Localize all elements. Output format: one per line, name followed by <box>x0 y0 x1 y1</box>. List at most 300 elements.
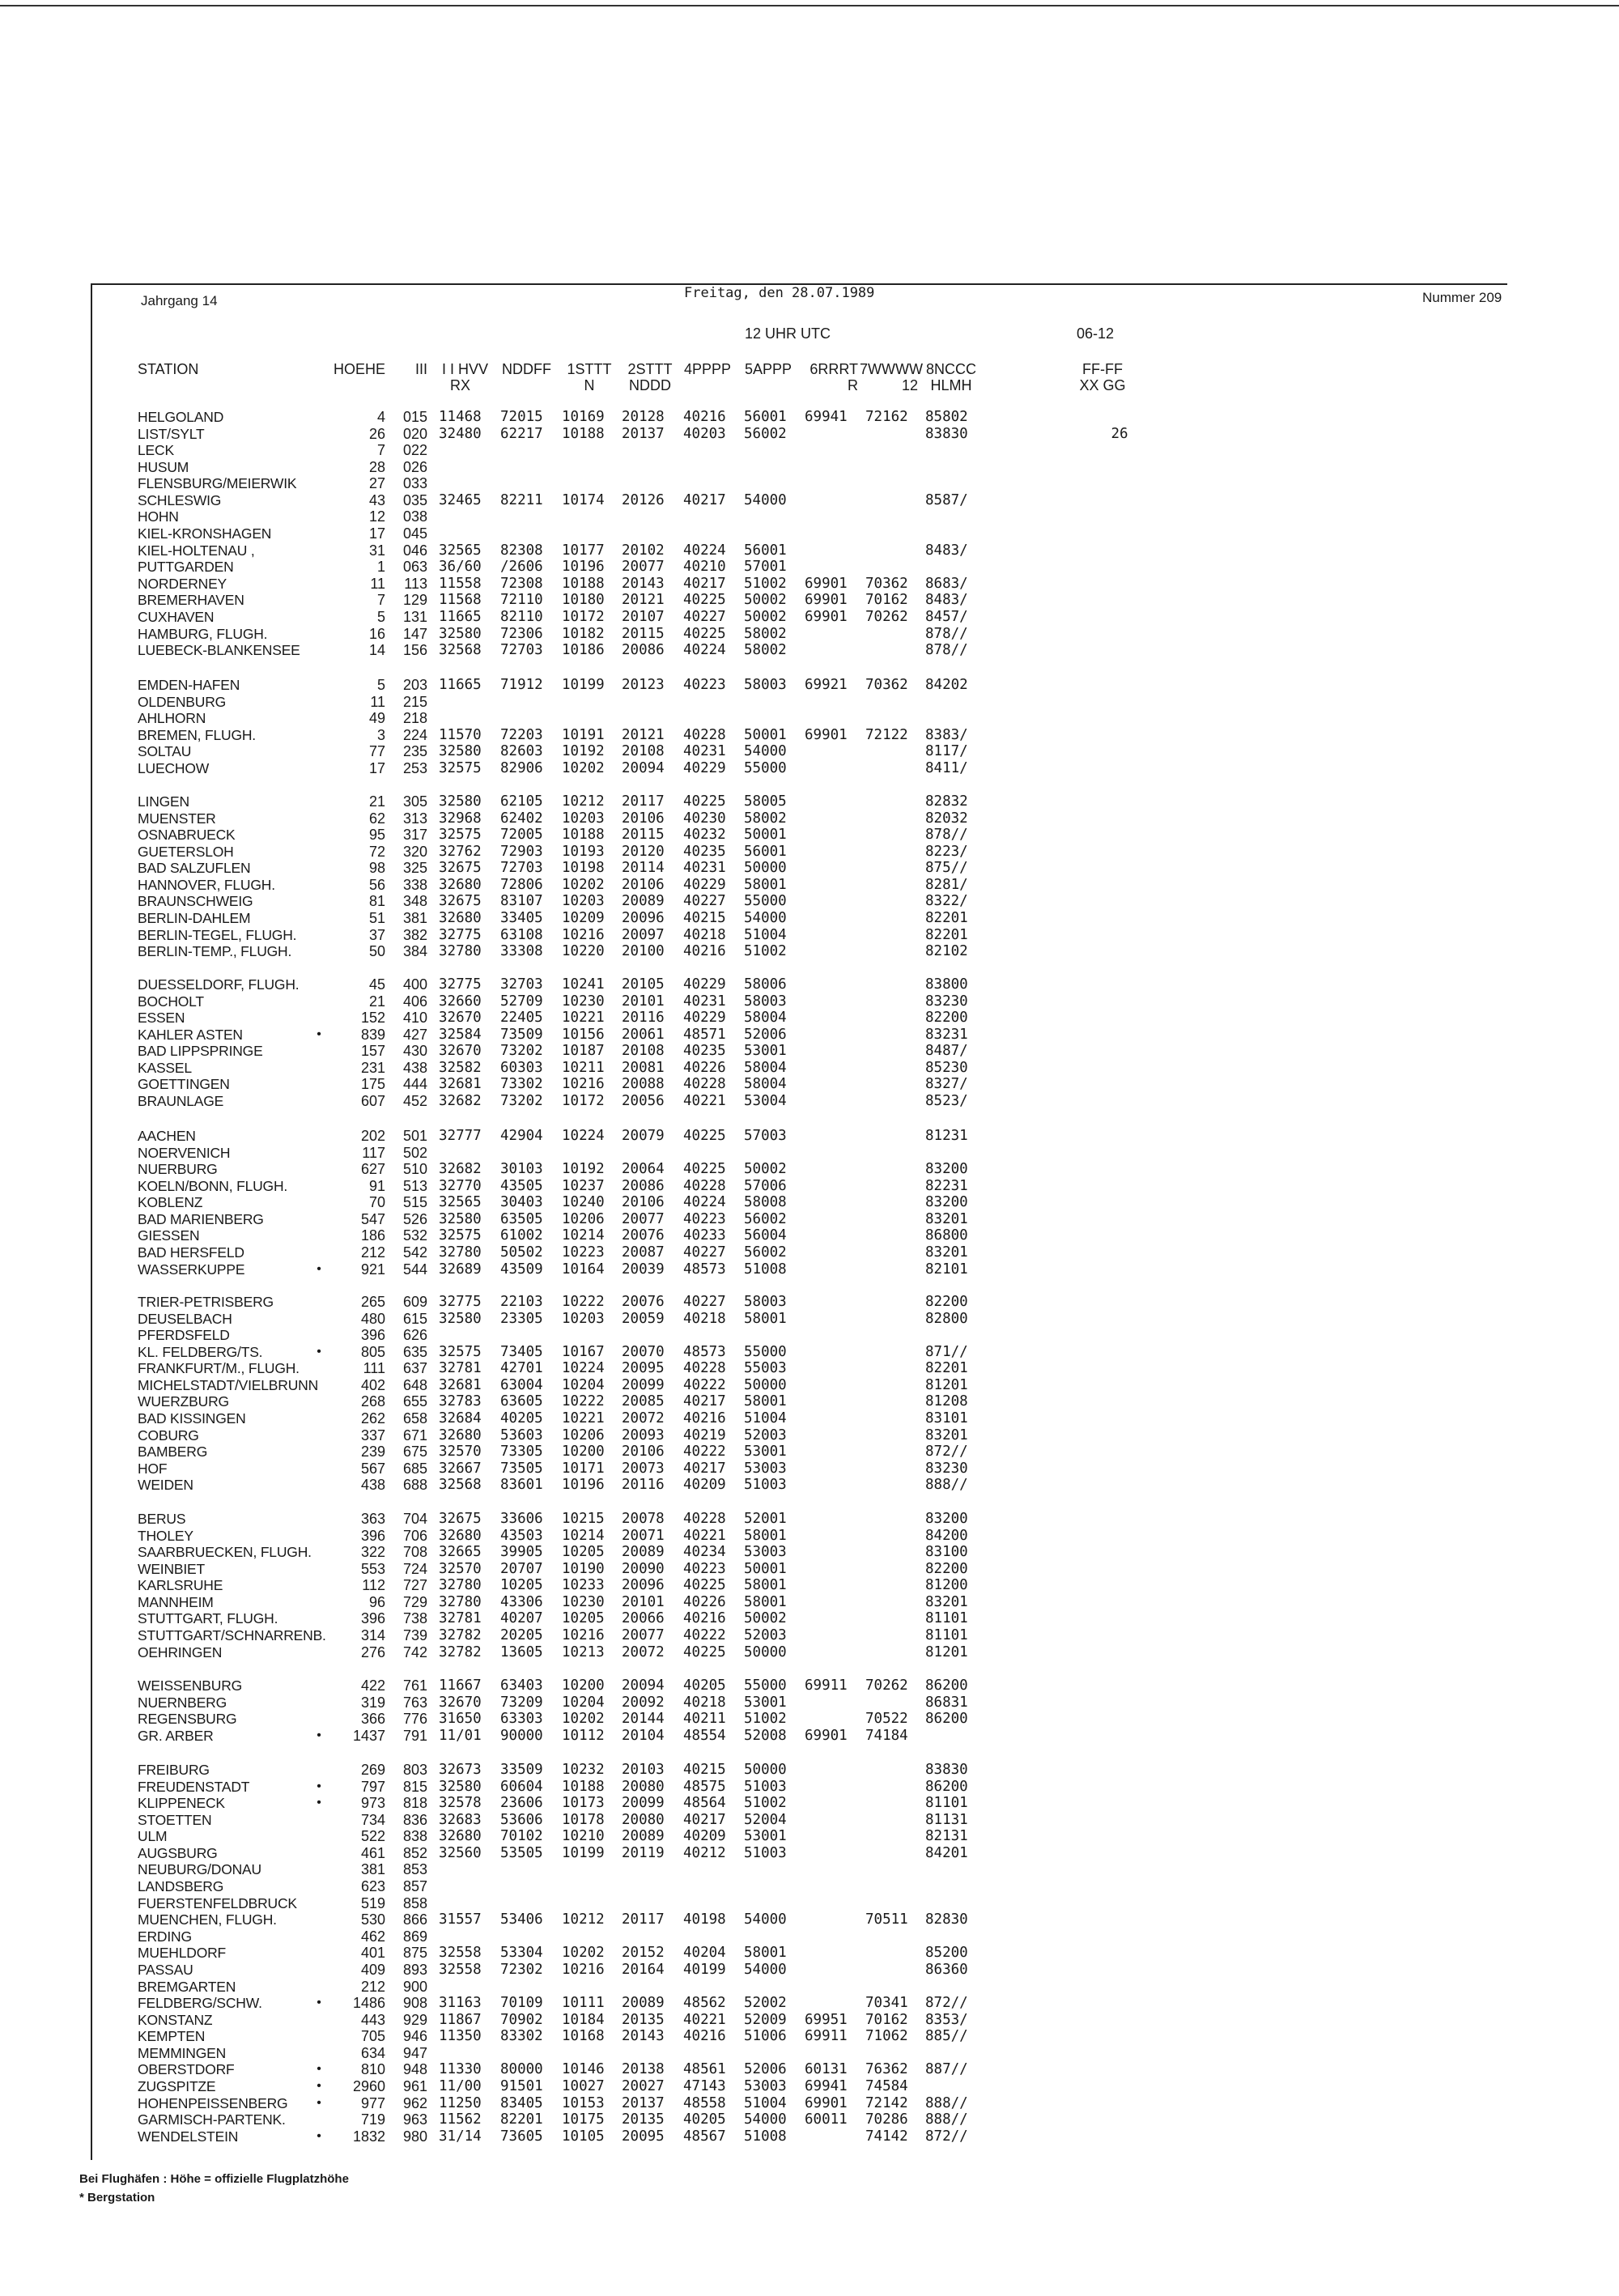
code-group-c6: 55000 <box>744 893 787 910</box>
mountain-station-marker: • <box>317 2062 321 2077</box>
station-name: HOHN <box>138 508 179 525</box>
station-number: 156 <box>402 642 427 659</box>
code-group-c3: 10212 <box>562 793 605 810</box>
code-group-c9: 81208 <box>925 1393 968 1410</box>
station-number: 253 <box>402 759 427 776</box>
station-height: 62 <box>368 810 385 827</box>
code-group-c2: 63108 <box>500 926 543 943</box>
station-number: 382 <box>402 926 427 943</box>
code-group-c6: 58001 <box>744 1593 787 1610</box>
table-row <box>0 1128 1619 1145</box>
code-group-c4: 20080 <box>622 1811 665 1828</box>
code-group-c1: 11568 <box>439 592 482 609</box>
code-group-c5: 40225 <box>683 625 726 642</box>
code-group-c3: 10190 <box>562 1560 605 1577</box>
table-row <box>0 459 1619 476</box>
station-number: 400 <box>402 976 427 993</box>
code-group-c5: 40234 <box>683 1544 726 1561</box>
code-group-c6: 53001 <box>744 1694 787 1711</box>
code-group-c1: 32670 <box>439 1694 482 1711</box>
code-group-c9: 8353/ <box>925 2011 968 2028</box>
table-row <box>0 1327 1619 1344</box>
code-group-c2: 33308 <box>500 943 543 960</box>
station-number: 501 <box>402 1128 427 1144</box>
station-number: 893 <box>402 1961 427 1978</box>
code-group-c6: 53001 <box>744 1444 787 1461</box>
code-group-c5: 40222 <box>683 1376 726 1393</box>
code-group-c9: 8683/ <box>925 575 968 592</box>
station-height: 396 <box>360 1527 385 1544</box>
table-row <box>0 1762 1619 1779</box>
code-group-c5: 40235 <box>683 1043 726 1060</box>
code-group-c3: 10203 <box>562 893 605 910</box>
code-group-c1: 32560 <box>439 1844 482 1861</box>
code-group-c5: 40224 <box>683 542 726 559</box>
code-group-c1: 32670 <box>439 1043 482 1060</box>
code-group-c6: 51004 <box>744 926 787 943</box>
code-group-c5: 40222 <box>683 1444 726 1461</box>
code-group-c3: 10205 <box>562 1610 605 1627</box>
code-group-c5: 40227 <box>683 893 726 910</box>
code-group-c6: 50002 <box>744 592 787 609</box>
code-group-c4: 20117 <box>622 1911 665 1928</box>
code-group-c3: 10172 <box>562 608 605 625</box>
code-group-c1: 32781 <box>439 1360 482 1377</box>
station-height: 402 <box>360 1376 385 1393</box>
code-group-c4: 20096 <box>622 1577 665 1594</box>
code-group-c6: 51003 <box>744 1844 787 1861</box>
code-group-c1: 32680 <box>439 876 482 893</box>
station-number: 626 <box>402 1327 427 1344</box>
station-number: 348 <box>402 893 427 910</box>
code-group-c6: 50002 <box>744 1161 787 1178</box>
code-group-c1: 32673 <box>439 1762 482 1778</box>
code-group-c9: 81231 <box>925 1128 968 1144</box>
table-row <box>0 1795 1619 1812</box>
station-name: WASSERKUPPE <box>138 1261 245 1278</box>
code-group-c9: 84201 <box>925 1844 968 1861</box>
code-group-c5: 40209 <box>683 1477 726 1494</box>
station-name: STOETTEN <box>138 1811 212 1828</box>
code-group-c1: 11468 <box>439 409 482 425</box>
station-number: 980 <box>402 2128 427 2145</box>
code-group-c2: 40207 <box>500 1610 543 1627</box>
station-number: 609 <box>402 1294 427 1310</box>
station-height: 705 <box>360 2028 385 2045</box>
code-group-c5: 40227 <box>683 1294 726 1310</box>
code-group-c6: 51003 <box>744 1477 787 1494</box>
code-group-c2: 73509 <box>500 1026 543 1043</box>
station-height: 319 <box>360 1694 385 1711</box>
code-group-c3: 10175 <box>562 2111 605 2128</box>
code-group-c3: 10202 <box>562 876 605 893</box>
code-group-c4: 20081 <box>622 1059 665 1076</box>
code-group-c8: 70262 <box>865 1677 908 1694</box>
col-5appp: 5APPP <box>745 361 793 377</box>
code-group-c5: 40235 <box>683 843 726 860</box>
code-group-c6: 52004 <box>744 1811 787 1828</box>
code-group-c4: 20094 <box>622 759 665 776</box>
station-number: 129 <box>402 592 427 609</box>
code-group-c4: 20085 <box>622 1393 665 1410</box>
code-group-c2: 23305 <box>500 1310 543 1327</box>
date-label: Freitag, den 28.07.1989 <box>684 285 875 301</box>
code-group-c2: 72110 <box>500 592 543 609</box>
station-name: NUERNBERG <box>138 1694 227 1711</box>
table-row <box>0 1360 1619 1377</box>
code-group-c2: 82110 <box>500 608 543 625</box>
code-group-c3: 10203 <box>562 1310 605 1327</box>
code-group-c6: 53003 <box>744 1460 787 1477</box>
code-group-c6: 58008 <box>744 1194 787 1211</box>
code-group-c9: 82231 <box>925 1177 968 1194</box>
code-group-c6: 58004 <box>744 1059 787 1076</box>
code-group-c8: 70362 <box>865 575 908 592</box>
code-group-c9: 81131 <box>925 1811 968 1828</box>
mountain-station-marker: • <box>317 1344 321 1358</box>
code-group-c5: 40225 <box>683 1161 726 1178</box>
code-group-c1: 32680 <box>439 910 482 927</box>
code-group-c6: 58003 <box>744 993 787 1010</box>
table-row <box>0 1145 1619 1162</box>
mountain-station-marker: • <box>317 1779 321 1793</box>
code-group-c4: 20144 <box>622 1711 665 1728</box>
code-group-c4: 20097 <box>622 926 665 943</box>
table-row <box>0 1227 1619 1244</box>
code-group-c2: 91501 <box>500 2077 543 2094</box>
station-number: 838 <box>402 1828 427 1845</box>
station-height: 322 <box>360 1544 385 1561</box>
station-number: 406 <box>402 993 427 1010</box>
station-height: 212 <box>360 1978 385 1995</box>
station-name: CUXHAVEN <box>138 608 215 625</box>
station-number: 235 <box>402 743 427 760</box>
code-group-c2: 82308 <box>500 542 543 559</box>
station-number: 635 <box>402 1343 427 1360</box>
code-group-c4: 20143 <box>622 2028 665 2045</box>
table-row <box>0 1895 1619 1912</box>
code-group-c5: 40218 <box>683 926 726 943</box>
station-height: 28 <box>368 458 385 475</box>
station-number: 742 <box>402 1643 427 1660</box>
station-height: 839 <box>360 1026 385 1043</box>
code-group-c9: 878// <box>925 827 968 844</box>
code-group-c9: 83230 <box>925 1460 968 1477</box>
station-number: 836 <box>402 1811 427 1828</box>
code-group-c1: 32680 <box>439 1828 482 1845</box>
station-number: 526 <box>402 1210 427 1227</box>
code-group-c9: 82830 <box>925 1911 968 1928</box>
station-number: 510 <box>402 1161 427 1178</box>
code-group-c2: 39905 <box>500 1544 543 1561</box>
code-group-c2: 53406 <box>500 1911 543 1928</box>
code-group-c2: 72302 <box>500 1961 543 1978</box>
code-group-c2: 90000 <box>500 1727 543 1744</box>
table-row <box>0 2095 1619 2112</box>
station-number: 818 <box>402 1795 427 1812</box>
code-group-c2: 72308 <box>500 575 543 592</box>
table-row <box>0 1178 1619 1195</box>
code-group-c9: 83830 <box>925 1762 968 1778</box>
station-name: ESSEN <box>138 1010 185 1027</box>
code-group-c1: 32780 <box>439 943 482 960</box>
station-number: 381 <box>402 910 427 927</box>
code-group-c5: 40232 <box>683 827 726 844</box>
code-group-c5: 40228 <box>683 1177 726 1194</box>
station-name: OSNABRUECK <box>138 827 236 844</box>
code-group-c2: 80000 <box>500 2061 543 2078</box>
code-group-c5: 40228 <box>683 1076 726 1093</box>
station-group <box>0 1677 1619 1744</box>
code-group-c2: 22405 <box>500 1010 543 1027</box>
station-name: LIST/SYLT <box>138 425 205 442</box>
code-group-c9: 8117/ <box>925 743 968 760</box>
table-row <box>0 810 1619 827</box>
station-number: 803 <box>402 1762 427 1778</box>
code-group-c1: 32558 <box>439 1945 482 1962</box>
code-group-c3: 10196 <box>562 1477 605 1494</box>
station-number: 685 <box>402 1460 427 1477</box>
code-group-c1: 32683 <box>439 1811 482 1828</box>
station-height: 366 <box>360 1711 385 1728</box>
code-group-c5: 40212 <box>683 1844 726 1861</box>
station-height: 5 <box>376 677 385 693</box>
code-group-c5: 40225 <box>683 1128 726 1144</box>
code-group-c6: 50000 <box>744 1762 787 1778</box>
code-group-c3: 10206 <box>562 1426 605 1444</box>
code-group-c4: 20115 <box>622 827 665 844</box>
code-group-c6: 57001 <box>744 559 787 576</box>
code-group-c6: 55003 <box>744 1360 787 1377</box>
code-group-c5: 40216 <box>683 2028 726 2045</box>
table-row <box>0 1861 1619 1878</box>
code-group-c9: 83201 <box>925 1426 968 1444</box>
code-group-c9: 84200 <box>925 1527 968 1544</box>
table-row <box>0 760 1619 777</box>
code-group-c2: 52709 <box>500 993 543 1010</box>
station-number: 875 <box>402 1945 427 1962</box>
station-number: 729 <box>402 1593 427 1610</box>
station-name: BAD SALZUFLEN <box>138 860 251 877</box>
mountain-station-marker: • <box>317 1027 321 1041</box>
code-group-c9: 82800 <box>925 1310 968 1327</box>
code-group-c1: 31650 <box>439 1711 482 1728</box>
station-number: 655 <box>402 1393 427 1410</box>
station-height: 553 <box>360 1560 385 1577</box>
code-group-c5: 48573 <box>683 1343 726 1360</box>
code-group-c1: 32558 <box>439 1961 482 1978</box>
code-group-c1: 11570 <box>439 726 482 743</box>
code-group-c6: 58001 <box>744 1577 787 1594</box>
code-group-c7: 69901 <box>805 1727 848 1744</box>
station-number: 852 <box>402 1844 427 1861</box>
code-group-c9: 81201 <box>925 1376 968 1393</box>
station-name: KOBLENZ <box>138 1194 203 1211</box>
station-name: WEIDEN <box>138 1477 193 1494</box>
station-height: 265 <box>360 1294 385 1310</box>
code-group-c6: 50001 <box>744 827 787 844</box>
code-group-c4: 20096 <box>622 910 665 927</box>
station-name: KONSTANZ <box>138 2011 213 2028</box>
code-group-c6: 53003 <box>744 2077 787 2094</box>
code-group-c1: 32575 <box>439 1343 482 1360</box>
code-group-c6: 52006 <box>744 1026 787 1043</box>
code-group-c8: 70262 <box>865 608 908 625</box>
station-name: BREMEN, FLUGH. <box>138 726 256 743</box>
code-group-c1: 32681 <box>439 1076 482 1093</box>
station-height: 623 <box>360 1878 385 1895</box>
station-name: PFERDSFELD <box>138 1327 230 1344</box>
station-name: BERLIN-TEMP., FLUGH. <box>138 943 292 960</box>
code-group-c2: 53505 <box>500 1844 543 1861</box>
station-name: LECK <box>138 442 174 459</box>
station-name: MUENCHEN, FLUGH. <box>138 1911 277 1928</box>
station-height: 81 <box>368 893 385 910</box>
station-name: EMDEN-HAFEN <box>138 677 240 693</box>
station-number: 015 <box>402 409 427 425</box>
code-group-c1: 32465 <box>439 491 482 508</box>
code-group-c4: 20099 <box>622 1376 665 1393</box>
table-row <box>0 677 1619 694</box>
code-group-c4: 20093 <box>622 1426 665 1444</box>
station-height: 461 <box>360 1844 385 1861</box>
table-row <box>0 1461 1619 1478</box>
station-number: 853 <box>402 1861 427 1878</box>
code-group-c3: 10230 <box>562 1593 605 1610</box>
table-row <box>0 475 1619 492</box>
table-row <box>0 1377 1619 1394</box>
col-hoehe: HOEHE <box>333 361 385 377</box>
station-name: SOLTAU <box>138 743 192 760</box>
code-group-c6: 56002 <box>744 1244 787 1261</box>
station-height: 314 <box>360 1627 385 1644</box>
code-group-c8: 74142 <box>865 2128 908 2145</box>
code-group-c3: 10193 <box>562 843 605 860</box>
station-height: 12 <box>368 508 385 525</box>
code-group-c4: 20107 <box>622 608 665 625</box>
station-name: HUSUM <box>138 458 189 475</box>
code-group-c1: 32680 <box>439 1426 482 1444</box>
code-group-c1: 32783 <box>439 1393 482 1410</box>
code-group-c5: 40225 <box>683 592 726 609</box>
code-group-c6: 50000 <box>744 1643 787 1660</box>
station-name: GR. ARBER <box>138 1727 214 1744</box>
table-row <box>0 1911 1619 1928</box>
code-group-c6: 52003 <box>744 1627 787 1644</box>
code-group-c6: 51002 <box>744 943 787 960</box>
code-group-c2: /2606 <box>500 559 543 576</box>
code-group-c4: 20089 <box>622 1995 665 2012</box>
code-group-c5: 40216 <box>683 1610 726 1627</box>
station-number: 320 <box>402 843 427 860</box>
code-group-c1: 11/00 <box>439 2077 482 2094</box>
station-name: ULM <box>138 1828 168 1845</box>
code-group-c2: 53606 <box>500 1811 543 1828</box>
footnote-mountain: * Bergstation <box>79 2191 155 2205</box>
station-name: WEISSENBURG <box>138 1677 243 1694</box>
station-height: 1 <box>376 559 385 576</box>
table-row <box>0 2111 1619 2128</box>
code-group-c9: 8281/ <box>925 876 968 893</box>
station-name: BAD KISSINGEN <box>138 1410 246 1427</box>
code-group-c3: 10203 <box>562 810 605 827</box>
code-group-c9: 82201 <box>925 910 968 927</box>
code-group-c3: 10222 <box>562 1294 605 1310</box>
code-group-c3: 10216 <box>562 926 605 943</box>
station-height: 797 <box>360 1778 385 1795</box>
code-group-c2: 72306 <box>500 625 543 642</box>
code-group-c7: 69911 <box>805 2028 848 2045</box>
station-name: ZUGSPITZE <box>138 2077 216 2094</box>
station-name: GIESSEN <box>138 1227 200 1244</box>
station-number: 963 <box>402 2111 427 2128</box>
station-number: 444 <box>402 1076 427 1093</box>
code-group-c2: 40205 <box>500 1410 543 1427</box>
code-group-c6: 54000 <box>744 2111 787 2128</box>
station-number: 022 <box>402 442 427 459</box>
station-number: 045 <box>402 525 427 542</box>
table-row <box>0 694 1619 711</box>
code-group-c2: 43306 <box>500 1593 543 1610</box>
code-group-c1: 32968 <box>439 810 482 827</box>
code-group-c1: 32675 <box>439 893 482 910</box>
code-group-c3: 10209 <box>562 910 605 927</box>
code-group-c2: 72703 <box>500 642 543 659</box>
code-group-c1: 32682 <box>439 1093 482 1110</box>
code-group-c1: 32580 <box>439 743 482 760</box>
code-group-c3: 10186 <box>562 642 605 659</box>
code-group-c4: 20106 <box>622 876 665 893</box>
table-row <box>0 1779 1619 1796</box>
code-group-c7: 60131 <box>805 2061 848 2078</box>
code-group-c5: 40225 <box>683 1577 726 1594</box>
station-name: HOF <box>138 1460 168 1477</box>
code-group-c4: 20116 <box>622 1010 665 1027</box>
code-group-c8: 74184 <box>865 1727 908 1744</box>
station-height: 269 <box>360 1762 385 1778</box>
code-group-c1: 32770 <box>439 1177 482 1194</box>
table-row <box>0 827 1619 844</box>
station-height: 112 <box>362 1577 385 1594</box>
code-group-c5: 40198 <box>683 1911 726 1928</box>
table-row <box>0 1627 1619 1644</box>
station-height: 396 <box>360 1610 385 1627</box>
code-group-c3: 10222 <box>562 1393 605 1410</box>
code-group-c4: 20070 <box>622 1343 665 1360</box>
table-row <box>0 492 1619 509</box>
station-name: AACHEN <box>138 1128 196 1144</box>
code-group-c9: 8411/ <box>925 759 968 776</box>
code-group-c2: 71912 <box>500 677 543 693</box>
code-group-c9: 83201 <box>925 1593 968 1610</box>
gust-value: 26 <box>1111 425 1128 442</box>
code-group-c3: 10198 <box>562 860 605 877</box>
code-group-c1: 32782 <box>439 1643 482 1660</box>
station-name: BREMGARTEN <box>138 1978 236 1995</box>
code-group-c1: 31163 <box>439 1995 482 2012</box>
code-group-c6: 58004 <box>744 1010 787 1027</box>
station-height: 4 <box>376 409 385 425</box>
code-group-c3: 10167 <box>562 1343 605 1360</box>
station-name: TRIER-PETRISBERG <box>138 1294 274 1310</box>
code-group-c5: 40217 <box>683 1811 726 1828</box>
station-height: 91 <box>368 1177 385 1194</box>
station-height: 45 <box>368 976 385 993</box>
table-row <box>0 1544 1619 1561</box>
code-group-c3: 10184 <box>562 2011 605 2028</box>
code-group-c2: 82201 <box>500 2111 543 2128</box>
code-group-c9: 8487/ <box>925 1043 968 1060</box>
